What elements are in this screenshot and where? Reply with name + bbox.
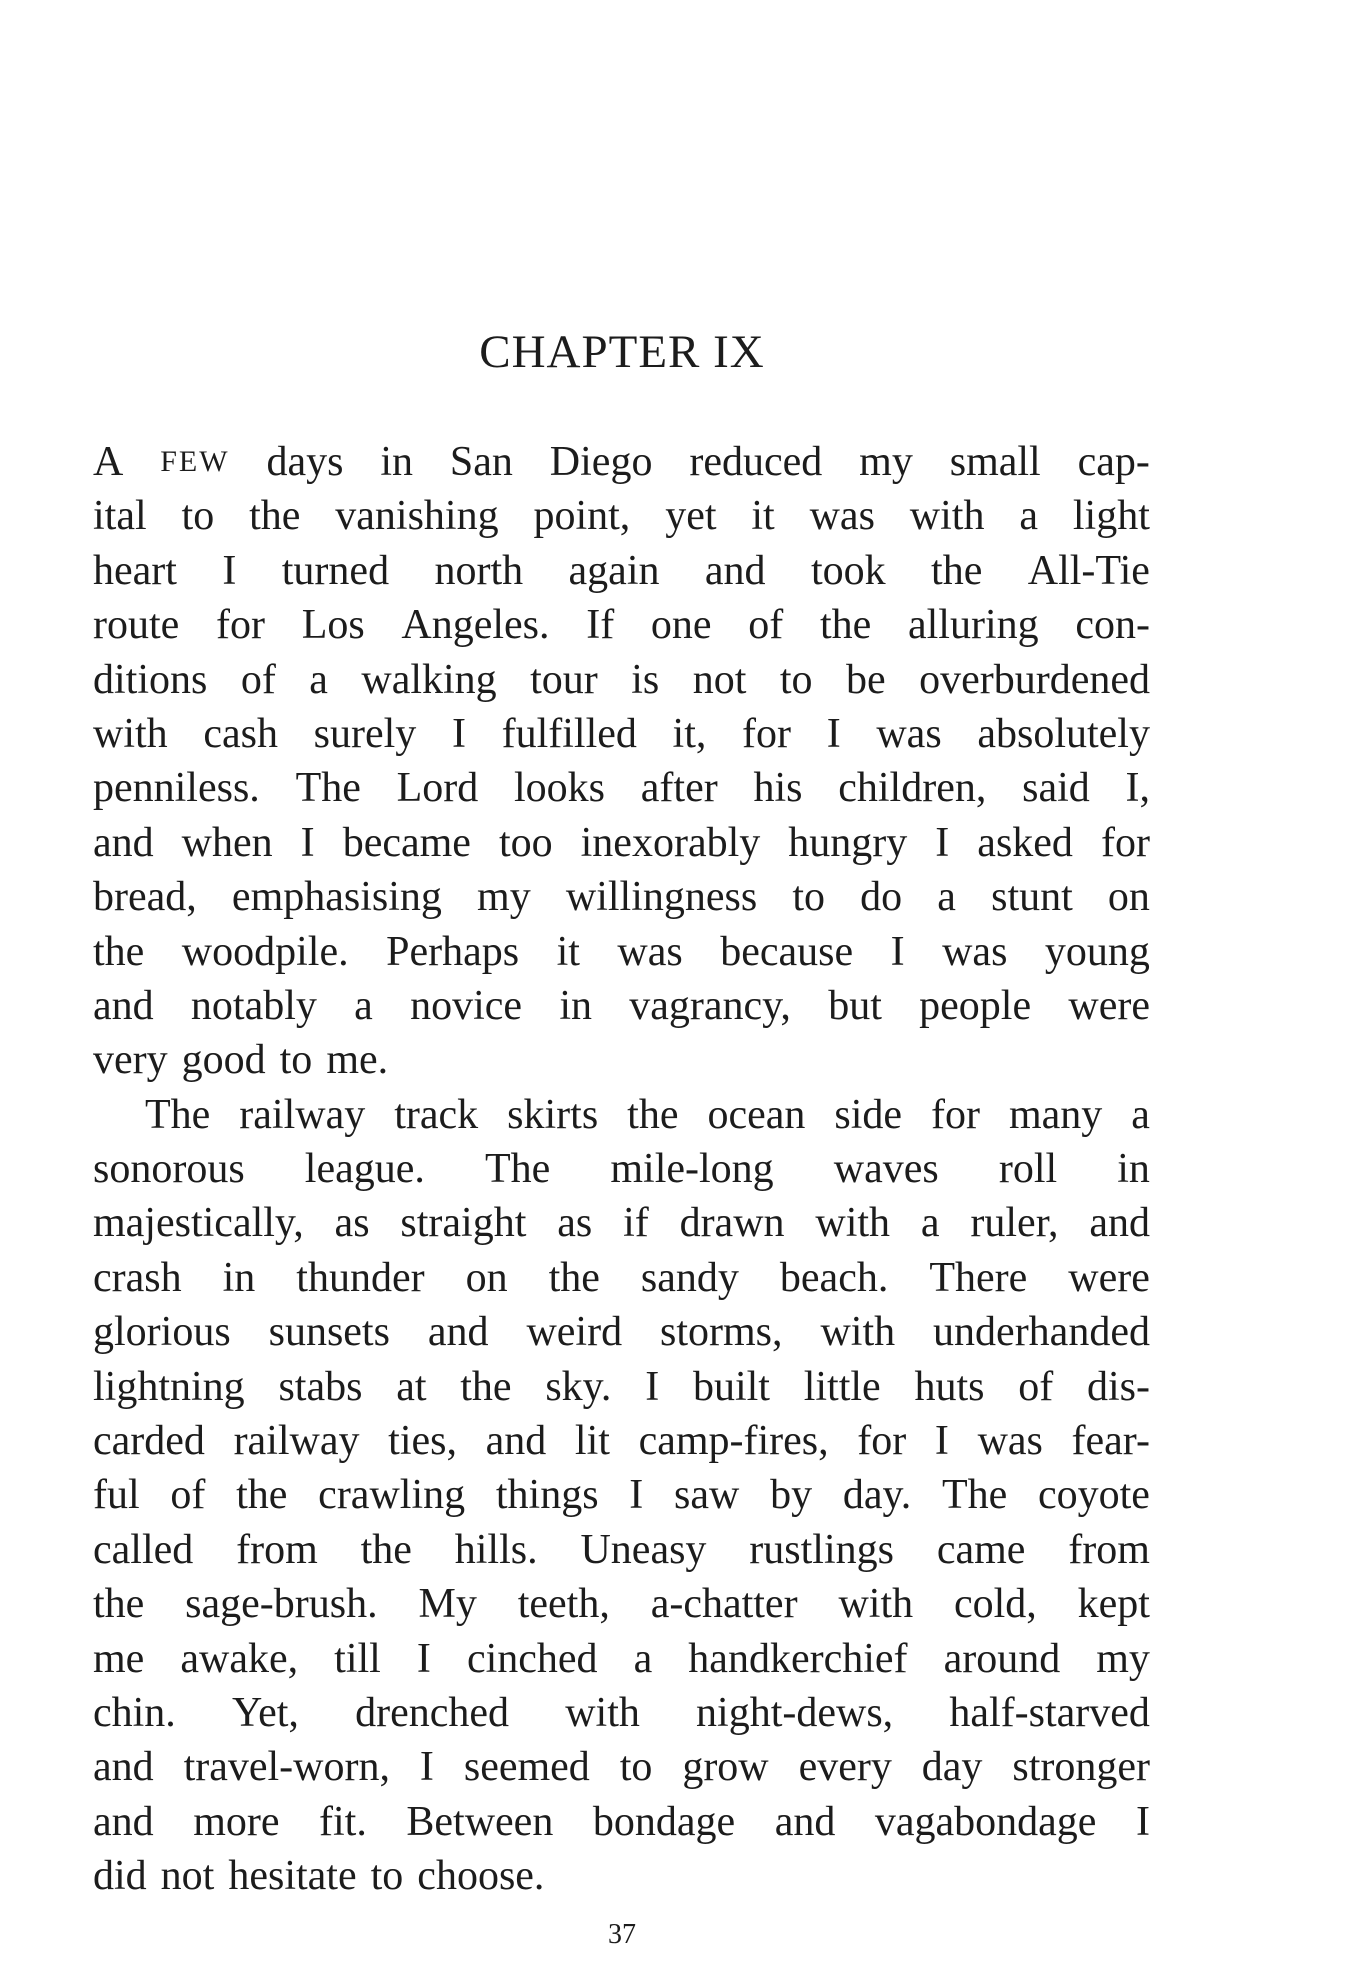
word: ital	[93, 493, 147, 540]
word: sandy	[640, 1254, 739, 1301]
word: around	[943, 1635, 1061, 1682]
word: for	[1100, 819, 1150, 866]
word: If	[586, 602, 615, 649]
text-line	[93, 598, 1150, 652]
word: vagabondage	[874, 1798, 1097, 1845]
word: a	[1019, 493, 1038, 540]
word: young	[1044, 928, 1150, 975]
word: it	[751, 493, 775, 540]
word: bondage	[592, 1798, 736, 1845]
word: again	[568, 547, 660, 594]
word: drawn	[679, 1200, 785, 1247]
text-line	[93, 1142, 1150, 1196]
text-line	[93, 1360, 1150, 1414]
word: waves	[833, 1146, 939, 1193]
word: people	[919, 982, 1032, 1029]
word: inexorably	[580, 819, 761, 866]
word: choose.	[417, 1853, 545, 1900]
word: and	[93, 1744, 154, 1791]
word: but	[828, 982, 882, 1029]
word: I	[222, 547, 237, 594]
word: is	[631, 656, 660, 703]
word: willingness	[565, 874, 758, 921]
word: fear-	[1071, 1418, 1150, 1465]
word: because	[720, 928, 854, 975]
word: mile-long	[610, 1146, 774, 1193]
word: and	[704, 547, 766, 594]
word: north	[434, 547, 524, 594]
word: I	[934, 1418, 949, 1465]
word: ditions	[93, 656, 208, 703]
word: carded	[93, 1418, 205, 1465]
text-line	[93, 489, 1150, 543]
word: fit.	[319, 1798, 367, 1845]
word: at	[396, 1363, 427, 1410]
word: I,	[1125, 765, 1150, 812]
word: camp-fires,	[638, 1418, 829, 1465]
text-line	[93, 925, 1150, 979]
word: A	[93, 439, 124, 485]
word: chin.	[93, 1689, 176, 1736]
word: I	[645, 1363, 660, 1410]
word: in	[559, 982, 592, 1029]
word: The	[295, 765, 361, 812]
word: children,	[838, 765, 987, 812]
word: for	[931, 1091, 980, 1138]
word: in	[1117, 1146, 1150, 1193]
word: Perhaps	[386, 928, 520, 975]
word: track	[394, 1091, 479, 1138]
word: The	[941, 1472, 1008, 1519]
word: from	[1068, 1526, 1150, 1573]
word: not	[692, 656, 747, 703]
word: a	[633, 1635, 653, 1682]
word: me.	[326, 1037, 389, 1084]
word: and	[485, 1418, 547, 1465]
word: every	[798, 1744, 892, 1791]
word: FEW	[160, 445, 230, 478]
word: railway	[239, 1091, 366, 1138]
word: surely	[313, 710, 417, 757]
word: for	[216, 602, 265, 649]
word: more	[193, 1798, 280, 1845]
word: ocean	[707, 1091, 806, 1138]
word: glorious	[93, 1309, 231, 1356]
word: for	[742, 710, 792, 757]
word: heart	[93, 547, 177, 594]
word: I	[826, 710, 841, 757]
word: on	[465, 1254, 508, 1301]
word: became	[342, 819, 471, 866]
word: vagrancy,	[629, 982, 791, 1029]
word: and	[774, 1798, 836, 1845]
word: railway	[233, 1418, 360, 1465]
text-line	[93, 1632, 1150, 1686]
word: was	[876, 710, 942, 757]
word: novice	[410, 982, 523, 1029]
word: majestically,	[93, 1200, 304, 1247]
word: a	[309, 656, 328, 703]
word: to	[181, 493, 215, 540]
word: con-	[1075, 602, 1150, 649]
word: with	[909, 493, 985, 540]
word: of	[748, 602, 784, 649]
text-line	[93, 761, 1150, 815]
text-line	[93, 544, 1150, 598]
word: too	[498, 819, 553, 866]
word: stabs	[278, 1363, 363, 1410]
word: when	[181, 819, 273, 866]
word: stunt	[991, 874, 1073, 921]
word: weird	[526, 1309, 623, 1356]
word: his	[753, 765, 803, 812]
word: days	[266, 439, 344, 485]
word: bread,	[93, 874, 197, 921]
word: to	[619, 1744, 653, 1791]
word: cash	[203, 710, 278, 757]
word: very	[93, 1037, 168, 1084]
word: notably	[190, 982, 317, 1029]
word: to	[792, 874, 826, 921]
word: with	[93, 710, 168, 757]
word: it	[556, 928, 580, 975]
word: seemed	[463, 1744, 590, 1791]
word: I	[300, 819, 315, 866]
word: awake,	[180, 1635, 299, 1682]
word: Lord	[396, 765, 479, 812]
word: roll	[998, 1146, 1058, 1193]
word: a	[920, 1200, 940, 1247]
word: with	[815, 1200, 891, 1247]
word: I	[419, 1744, 434, 1791]
word: a	[1131, 1091, 1150, 1138]
text-line	[93, 816, 1150, 870]
word: from	[236, 1526, 318, 1573]
word: a	[354, 982, 373, 1029]
text-line	[93, 653, 1150, 707]
word: league.	[304, 1146, 425, 1193]
word: the	[93, 1581, 145, 1628]
word: many	[1008, 1091, 1103, 1138]
word: handkerchief	[688, 1635, 908, 1682]
word: cold,	[953, 1581, 1037, 1628]
text-line	[93, 1196, 1150, 1250]
word: teeth,	[517, 1581, 610, 1628]
word: underhanded	[933, 1309, 1150, 1356]
word: and	[93, 819, 154, 866]
word: sky.	[545, 1363, 612, 1410]
word: asked	[977, 819, 1073, 866]
word: coyote	[1038, 1472, 1150, 1519]
text-line	[93, 707, 1150, 761]
word: I	[416, 1635, 431, 1682]
word: as	[334, 1200, 370, 1247]
word: skirts	[507, 1091, 599, 1138]
word: I	[1135, 1798, 1150, 1845]
word: my	[477, 874, 531, 921]
word: to	[279, 1037, 313, 1084]
text-line	[93, 1740, 1150, 1794]
word: small	[949, 439, 1041, 485]
word: not	[160, 1853, 215, 1900]
word: Between	[406, 1798, 554, 1845]
word: overburdened	[919, 656, 1150, 703]
word: Angeles.	[401, 602, 550, 649]
text-line	[93, 1686, 1150, 1740]
word: till	[334, 1635, 381, 1682]
word: in	[380, 439, 414, 485]
word: my	[859, 439, 913, 485]
word: Los	[301, 602, 365, 649]
word: the	[548, 1254, 600, 1301]
word: yet	[665, 493, 717, 540]
word: ties,	[388, 1418, 457, 1465]
word: in	[222, 1254, 256, 1301]
word: on	[1107, 874, 1150, 921]
text-line	[93, 1251, 1150, 1305]
word: of	[170, 1472, 206, 1519]
word: I	[629, 1472, 644, 1519]
word: the	[931, 547, 983, 594]
word: took	[810, 547, 886, 594]
word: penniless.	[93, 765, 260, 812]
word: emphasising	[231, 874, 442, 921]
word: was	[977, 1418, 1043, 1465]
word: day.	[842, 1472, 912, 1519]
word: walking	[361, 656, 497, 703]
word: All-Tie	[1027, 547, 1150, 594]
word: with	[820, 1309, 896, 1356]
word: my	[1096, 1635, 1150, 1682]
word: route	[93, 602, 180, 649]
text-line	[93, 1468, 1150, 1522]
page-number: 37	[608, 1919, 636, 1950]
word: half-starved	[949, 1689, 1150, 1736]
word: cap-	[1077, 439, 1150, 485]
word: stronger	[1012, 1744, 1150, 1791]
word: the	[360, 1526, 412, 1573]
word: did	[93, 1853, 147, 1900]
word: with	[838, 1581, 914, 1628]
word: Yet,	[231, 1689, 299, 1736]
word: sunsets	[268, 1309, 390, 1356]
word: Diego	[549, 439, 653, 485]
word: and	[1089, 1200, 1150, 1247]
word: little	[803, 1363, 881, 1410]
word: beach.	[779, 1254, 889, 1301]
word: Uneasy	[580, 1526, 707, 1573]
word: ful	[93, 1472, 140, 1519]
word: sage-brush.	[185, 1581, 378, 1628]
word: vanishing	[335, 493, 499, 540]
word: dis-	[1086, 1363, 1150, 1410]
word: do	[860, 874, 903, 921]
word: rustlings	[749, 1526, 894, 1573]
word: turned	[281, 547, 390, 594]
chapter-heading: CHAPTER IX	[479, 326, 765, 378]
text-line	[93, 1795, 1150, 1849]
word: I	[890, 928, 905, 975]
word: were	[1068, 1254, 1150, 1301]
word: by	[770, 1472, 813, 1519]
word: point,	[533, 493, 631, 540]
word: crawling	[318, 1472, 466, 1519]
word: was	[617, 928, 683, 975]
word: of	[1018, 1363, 1054, 1410]
word: me	[93, 1635, 145, 1682]
word: and	[93, 1798, 154, 1845]
word: came	[936, 1526, 1026, 1573]
word: absolutely	[977, 710, 1150, 757]
word: looks	[514, 765, 606, 812]
word: There	[929, 1254, 1028, 1301]
word: night-dews,	[696, 1689, 894, 1736]
word: lit	[574, 1418, 610, 1465]
word: to	[779, 656, 813, 703]
word: and	[93, 982, 154, 1029]
word: hills.	[454, 1526, 538, 1573]
word: were	[1068, 982, 1150, 1029]
paragraph	[93, 1088, 1150, 1904]
word: things	[495, 1472, 599, 1519]
word: storms,	[660, 1309, 783, 1356]
word: one	[650, 602, 712, 649]
body-text	[93, 435, 1150, 1904]
text-line	[93, 1088, 1150, 1142]
word: was	[942, 928, 1008, 975]
word: a-chatter	[650, 1581, 798, 1628]
word: it,	[672, 710, 707, 757]
word: travel-worn,	[183, 1744, 390, 1791]
word: a	[937, 874, 956, 921]
word: reduced	[689, 439, 823, 485]
word: hungry	[788, 819, 908, 866]
text-line	[93, 870, 1150, 924]
word: thunder	[296, 1254, 425, 1301]
text-line	[93, 1577, 1150, 1631]
word: to	[370, 1853, 404, 1900]
word: the	[249, 493, 301, 540]
word: ruler,	[970, 1200, 1059, 1247]
word: My	[418, 1581, 477, 1628]
word: huts	[914, 1363, 985, 1410]
word: San	[449, 439, 513, 485]
word: hesitate	[228, 1853, 357, 1900]
word: The	[145, 1091, 211, 1138]
text-line	[93, 1849, 1150, 1903]
word: drenched	[355, 1689, 510, 1736]
word: tour	[530, 656, 598, 703]
word: said	[1022, 765, 1090, 812]
word: day	[921, 1744, 983, 1791]
word: lightning	[93, 1363, 245, 1410]
text-line	[93, 979, 1150, 1033]
word: cinched	[466, 1635, 598, 1682]
word: The	[484, 1146, 551, 1193]
word: sonorous	[93, 1146, 245, 1193]
word: saw	[674, 1472, 740, 1519]
text-line	[93, 1305, 1150, 1359]
word: built	[692, 1363, 770, 1410]
word: kept	[1077, 1581, 1150, 1628]
word: grow	[682, 1744, 769, 1791]
word: if	[623, 1200, 649, 1247]
word: straight	[400, 1200, 527, 1247]
word: called	[93, 1526, 194, 1573]
text-line	[93, 1523, 1150, 1577]
word: was	[809, 493, 875, 540]
word: the	[93, 928, 145, 975]
word: and	[427, 1309, 489, 1356]
word: alluring	[908, 602, 1039, 649]
word: crash	[93, 1254, 182, 1301]
paragraph	[93, 435, 1150, 1088]
word: after	[640, 765, 718, 812]
word: light	[1072, 493, 1150, 540]
word: good	[181, 1037, 266, 1084]
word: I	[451, 710, 466, 757]
word: the	[819, 602, 872, 649]
word: as	[557, 1200, 593, 1247]
word: woodpile.	[181, 928, 349, 975]
word: I	[935, 819, 950, 866]
text-line	[93, 435, 1150, 489]
text-line	[93, 1033, 1150, 1087]
word: the	[236, 1472, 288, 1519]
word: side	[834, 1091, 903, 1138]
word: the	[460, 1363, 512, 1410]
word: the	[627, 1091, 679, 1138]
word: be	[845, 656, 886, 703]
word: with	[565, 1689, 640, 1736]
word: fulfilled	[501, 710, 637, 757]
word: of	[240, 656, 276, 703]
word: for	[857, 1418, 907, 1465]
text-line	[93, 1414, 1150, 1468]
